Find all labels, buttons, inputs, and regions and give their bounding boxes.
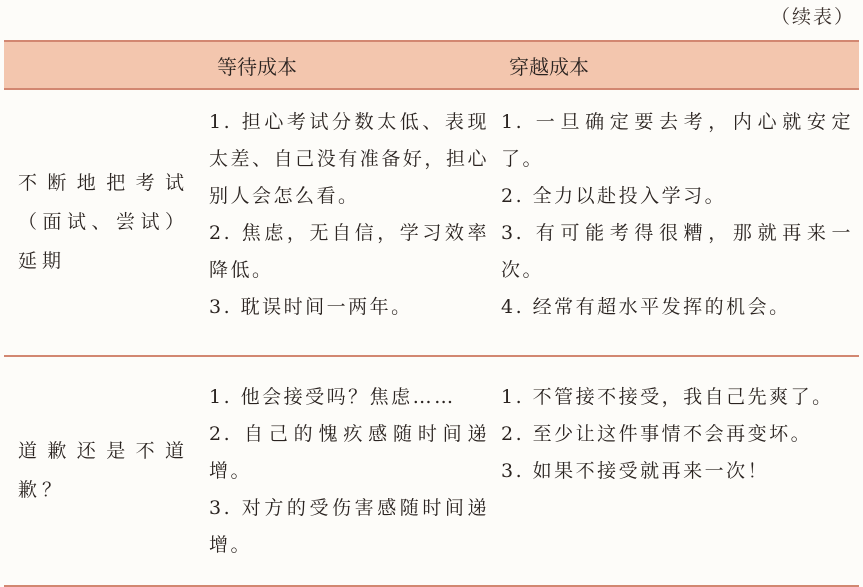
- list-item: 1. 一旦确定要去考，内心就安定了。: [501, 111, 853, 170]
- list-item: 1. 不管接不接受，我自己先爽了。: [501, 386, 834, 408]
- list-item: 3. 对方的受伤害感随时间递增。: [209, 497, 489, 556]
- header-waiting-cost: 等待成本: [203, 41, 495, 89]
- list-item: 3. 如果不接受就再来一次！: [501, 460, 770, 482]
- crossing-cost-cell: [495, 356, 859, 586]
- continued-label: （续表）: [770, 6, 855, 28]
- table-header-row: [4, 41, 859, 89]
- waiting-cost-cell: [203, 89, 495, 356]
- list-item: 3. 耽误时间一两年。: [209, 296, 413, 318]
- list-item: 2. 全力以赴投入学习。: [501, 185, 727, 207]
- cost-comparison-table: [4, 40, 859, 587]
- table-row: [4, 356, 859, 586]
- waiting-cost-cell: [203, 356, 495, 586]
- header-scenario: [4, 41, 203, 89]
- list-item: 4. 经常有超水平发挥的机会。: [501, 296, 791, 318]
- list-item: 1. 他会接受吗？焦虑……: [209, 386, 456, 408]
- crossing-cost-cell: [495, 89, 859, 356]
- header-crossing-cost: 穿越成本: [495, 41, 859, 89]
- list-item: 2. 自己的愧疚感随时间递增。: [209, 423, 489, 482]
- list-item: 2. 焦虑，无自信，学习效率降低。: [209, 222, 489, 281]
- scenario-text: 道歉还是不道歉？: [18, 440, 189, 501]
- table-row: [4, 89, 859, 356]
- scenario-text: 不断地把考试（面试、尝试）延期: [18, 172, 189, 272]
- list-item: 1. 担心考试分数太低、表现太差、自己没有准备好，担心别人会怎么看。: [209, 111, 489, 207]
- list-item: 3. 有可能考得很糟，那就再来一次。: [501, 222, 853, 281]
- list-item: 2. 至少让这件事情不会再变坏。: [501, 423, 813, 445]
- scenario-cell: [4, 89, 203, 356]
- scenario-cell: [4, 356, 203, 586]
